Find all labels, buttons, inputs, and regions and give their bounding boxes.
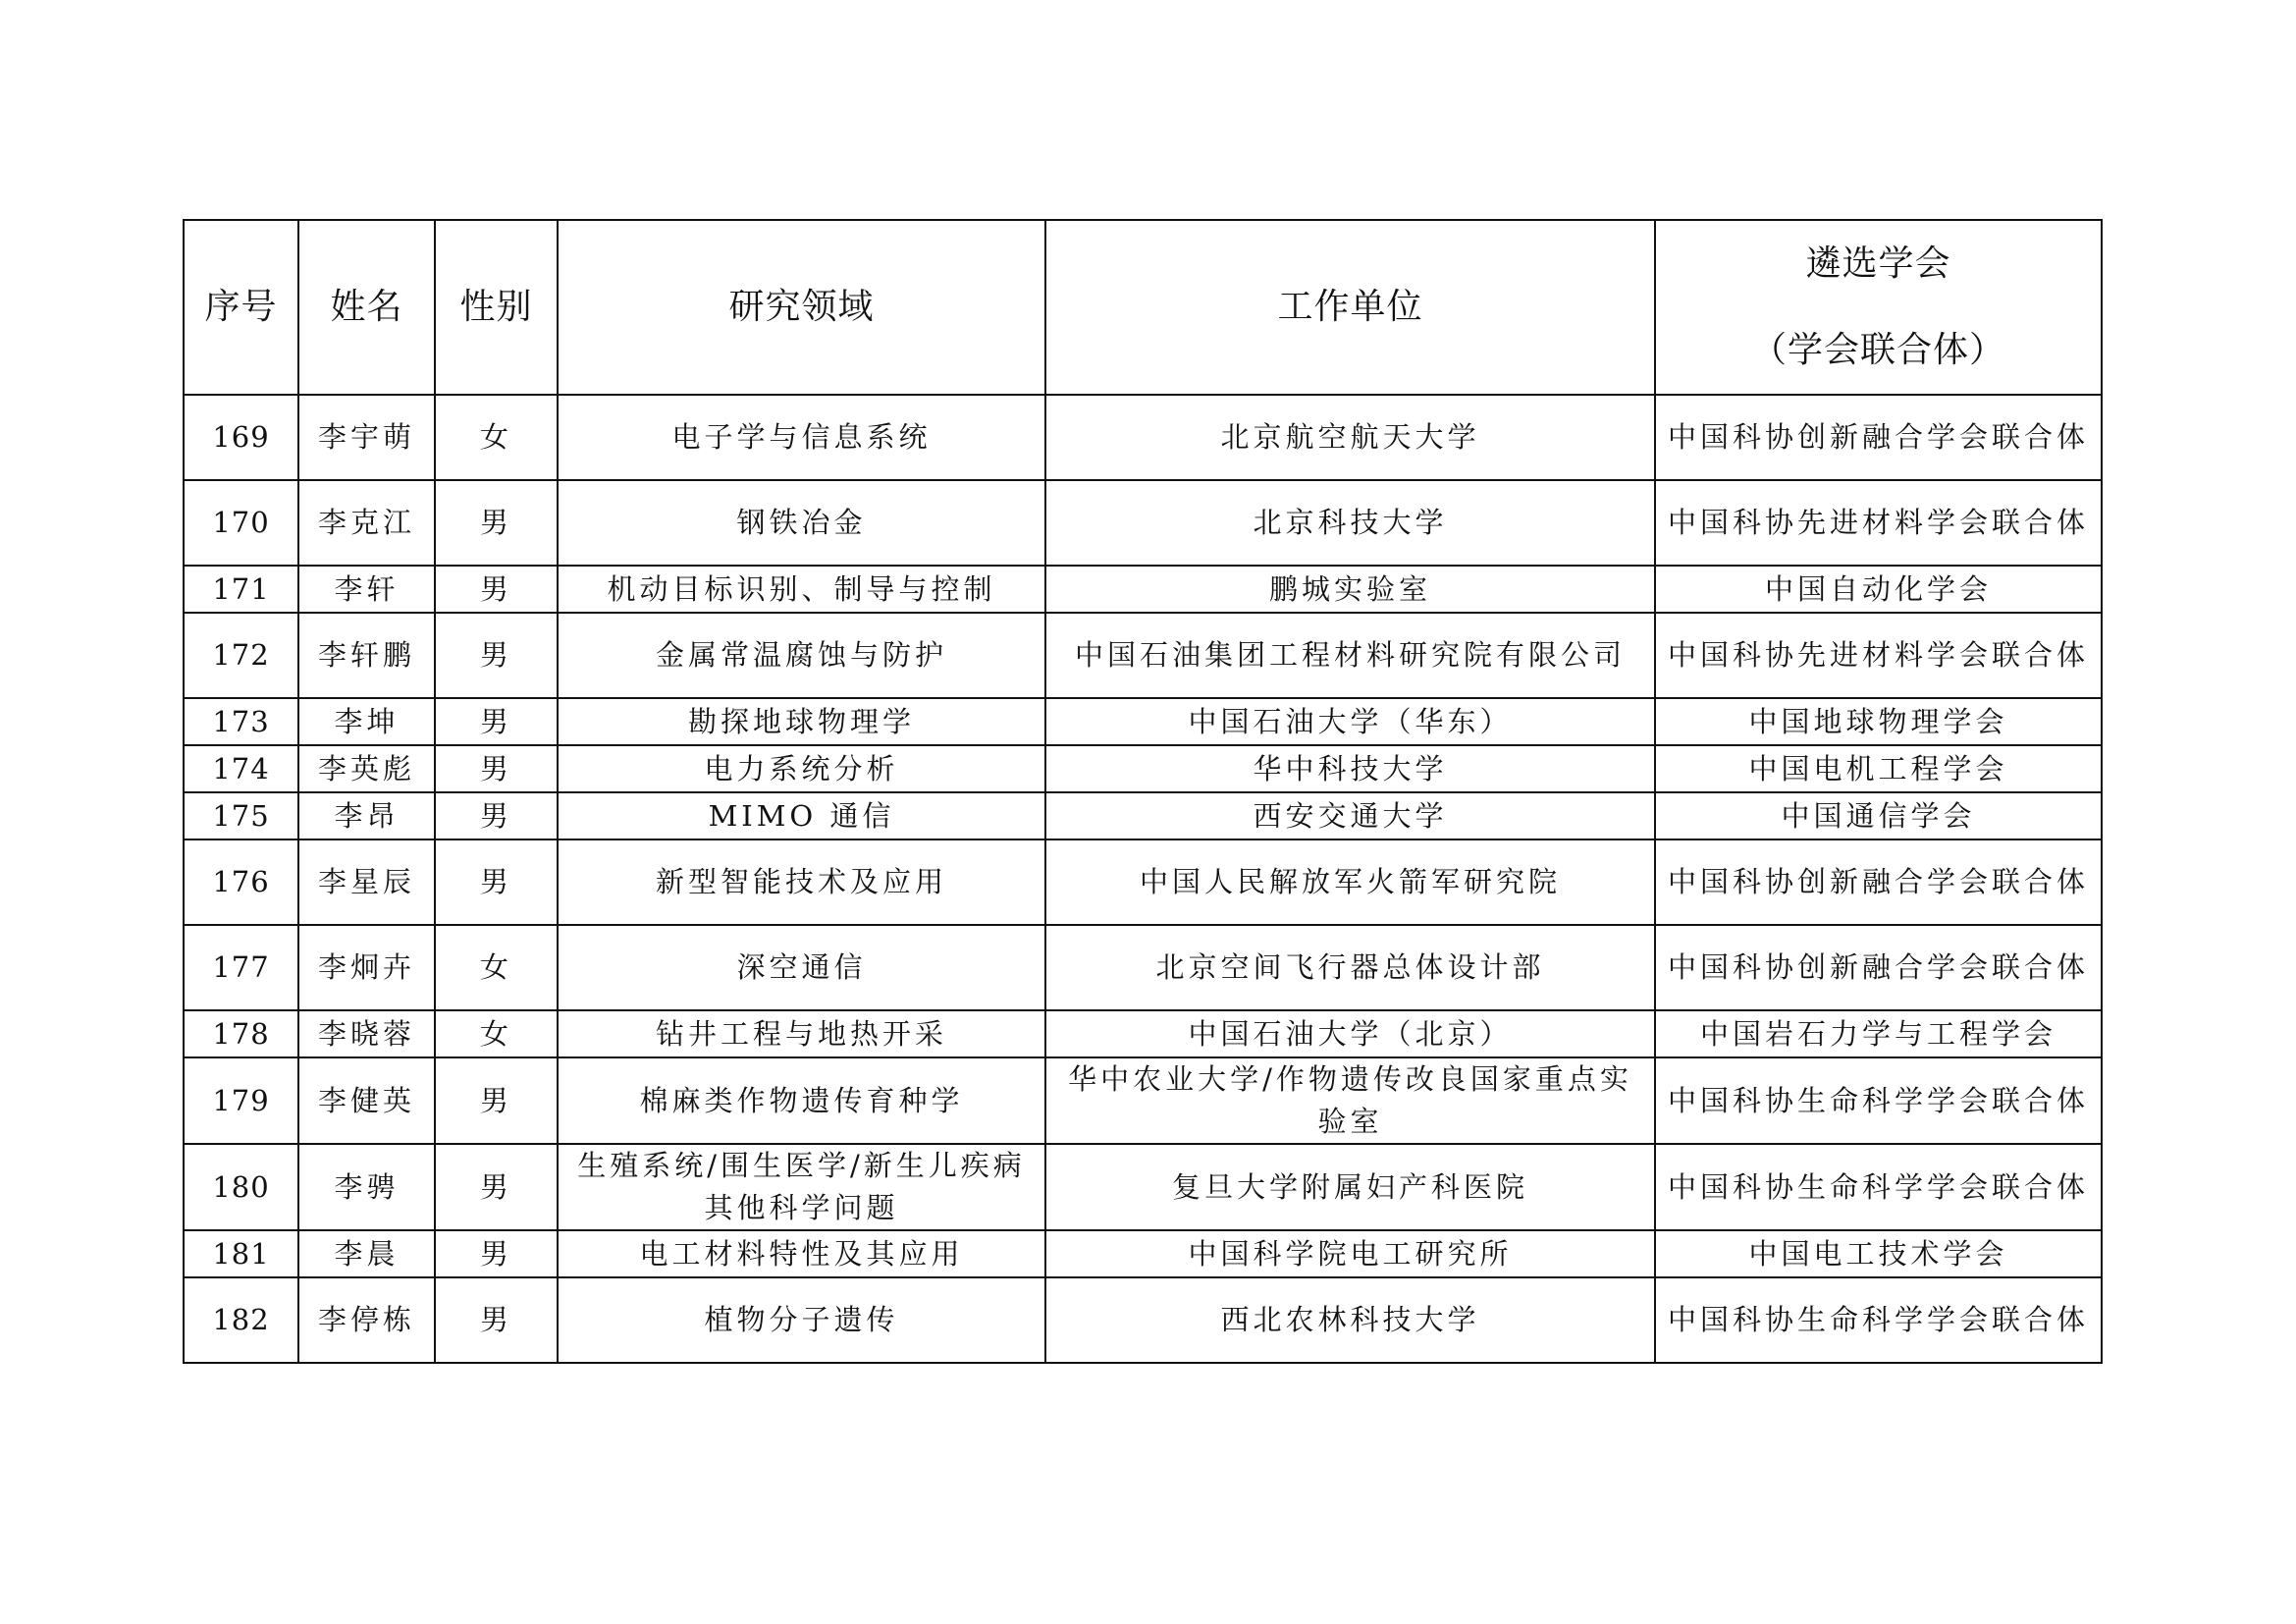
candidate-table-container xyxy=(183,219,2101,1364)
cell-gender: 男 xyxy=(435,1057,558,1144)
cell-gender: 女 xyxy=(435,1010,558,1057)
cell-gender: 男 xyxy=(435,839,558,925)
cell-unit: 西北农林科技大学 xyxy=(1045,1277,1655,1363)
table-row xyxy=(184,566,2102,613)
cell-seq: 180 xyxy=(184,1144,298,1230)
cell-unit: 中国科学院电工研究所 xyxy=(1045,1230,1655,1277)
cell-unit: 中国石油大学（华东） xyxy=(1045,698,1655,745)
header-field: 研究领域 xyxy=(558,220,1045,395)
header-gender: 性别 xyxy=(435,220,558,395)
cell-seq: 182 xyxy=(184,1277,298,1363)
cell-seq: 173 xyxy=(184,698,298,745)
cell-seq: 179 xyxy=(184,1057,298,1144)
candidate-table xyxy=(183,219,2103,1364)
cell-seq: 172 xyxy=(184,613,298,698)
table-row xyxy=(184,1144,2102,1230)
cell-gender: 男 xyxy=(435,566,558,613)
header-seq: 序号 xyxy=(184,220,298,395)
cell-name: 李坤 xyxy=(298,698,435,745)
cell-gender: 女 xyxy=(435,925,558,1010)
cell-unit: 华中农业大学/作物遗传改良国家重点实验室 xyxy=(1045,1057,1655,1144)
cell-seq: 181 xyxy=(184,1230,298,1277)
table-body xyxy=(184,395,2102,1363)
cell-field: 金属常温腐蚀与防护 xyxy=(558,613,1045,698)
cell-gender: 男 xyxy=(435,1277,558,1363)
table-row xyxy=(184,698,2102,745)
table-row xyxy=(184,1230,2102,1277)
cell-seq: 170 xyxy=(184,480,298,566)
cell-name: 李炯卉 xyxy=(298,925,435,1010)
cell-name: 李停栋 xyxy=(298,1277,435,1363)
cell-society: 中国通信学会 xyxy=(1655,792,2102,839)
cell-unit: 鹏城实验室 xyxy=(1045,566,1655,613)
cell-field: 勘探地球物理学 xyxy=(558,698,1045,745)
cell-gender: 女 xyxy=(435,395,558,480)
cell-field: 植物分子遗传 xyxy=(558,1277,1045,1363)
cell-field: 新型智能技术及应用 xyxy=(558,839,1045,925)
cell-unit: 西安交通大学 xyxy=(1045,792,1655,839)
header-unit: 工作单位 xyxy=(1045,220,1655,395)
cell-gender: 男 xyxy=(435,745,558,792)
table-row xyxy=(184,1010,2102,1057)
cell-society: 中国科协创新融合学会联合体 xyxy=(1655,395,2102,480)
cell-seq: 175 xyxy=(184,792,298,839)
cell-unit: 中国石油集团工程材料研究院有限公司 xyxy=(1045,613,1655,698)
cell-unit: 北京科技大学 xyxy=(1045,480,1655,566)
cell-field: 深空通信 xyxy=(558,925,1045,1010)
table-header-row xyxy=(184,220,2102,395)
cell-unit: 华中科技大学 xyxy=(1045,745,1655,792)
cell-society: 中国科协生命科学学会联合体 xyxy=(1655,1057,2102,1144)
cell-society: 中国自动化学会 xyxy=(1655,566,2102,613)
cell-unit: 复旦大学附属妇产科医院 xyxy=(1045,1144,1655,1230)
cell-unit: 中国人民解放军火箭军研究院 xyxy=(1045,839,1655,925)
cell-name: 李克江 xyxy=(298,480,435,566)
cell-seq: 169 xyxy=(184,395,298,480)
header-society xyxy=(1655,220,2102,395)
cell-gender: 男 xyxy=(435,1230,558,1277)
cell-seq: 174 xyxy=(184,745,298,792)
cell-society: 中国电工技术学会 xyxy=(1655,1230,2102,1277)
cell-field: 钻井工程与地热开采 xyxy=(558,1010,1045,1057)
cell-name: 李宇萌 xyxy=(298,395,435,480)
table-row xyxy=(184,792,2102,839)
header-society-line1: 遴选学会 xyxy=(1805,244,1951,284)
cell-gender: 男 xyxy=(435,480,558,566)
cell-field: 电子学与信息系统 xyxy=(558,395,1045,480)
cell-unit: 中国石油大学（北京） xyxy=(1045,1010,1655,1057)
cell-society: 中国地球物理学会 xyxy=(1655,698,2102,745)
cell-name: 李轩鹏 xyxy=(298,613,435,698)
cell-gender: 男 xyxy=(435,792,558,839)
cell-field: 电工材料特性及其应用 xyxy=(558,1230,1045,1277)
cell-field: 机动目标识别、制导与控制 xyxy=(558,566,1045,613)
cell-unit: 北京空间飞行器总体设计部 xyxy=(1045,925,1655,1010)
cell-field: 电力系统分析 xyxy=(558,745,1045,792)
table-row xyxy=(184,480,2102,566)
cell-gender: 男 xyxy=(435,1144,558,1230)
cell-name: 李健英 xyxy=(298,1057,435,1144)
cell-society: 中国科协创新融合学会联合体 xyxy=(1655,925,2102,1010)
cell-name: 李骋 xyxy=(298,1144,435,1230)
cell-seq: 177 xyxy=(184,925,298,1010)
cell-name: 李晨 xyxy=(298,1230,435,1277)
cell-unit: 北京航空航天大学 xyxy=(1045,395,1655,480)
cell-society: 中国电机工程学会 xyxy=(1655,745,2102,792)
cell-seq: 171 xyxy=(184,566,298,613)
table-row xyxy=(184,1057,2102,1144)
cell-field: 钢铁冶金 xyxy=(558,480,1045,566)
cell-gender: 男 xyxy=(435,613,558,698)
table-row xyxy=(184,925,2102,1010)
cell-name: 李轩 xyxy=(298,566,435,613)
cell-seq: 178 xyxy=(184,1010,298,1057)
table-row xyxy=(184,613,2102,698)
table-row xyxy=(184,839,2102,925)
cell-gender: 男 xyxy=(435,698,558,745)
cell-society: 中国科协创新融合学会联合体 xyxy=(1655,839,2102,925)
cell-name: 李昂 xyxy=(298,792,435,839)
cell-society: 中国科协先进材料学会联合体 xyxy=(1655,480,2102,566)
cell-field: MIMO 通信 xyxy=(558,792,1045,839)
cell-name: 李晓蓉 xyxy=(298,1010,435,1057)
cell-field: 棉麻类作物遗传育种学 xyxy=(558,1057,1045,1144)
cell-society: 中国岩石力学与工程学会 xyxy=(1655,1010,2102,1057)
cell-society: 中国科协生命科学学会联合体 xyxy=(1655,1277,2102,1363)
cell-name: 李英彪 xyxy=(298,745,435,792)
cell-field: 生殖系统/围生医学/新生儿疾病其他科学问题 xyxy=(558,1144,1045,1230)
table-row xyxy=(184,395,2102,480)
cell-society: 中国科协先进材料学会联合体 xyxy=(1655,613,2102,698)
cell-society: 中国科协生命科学学会联合体 xyxy=(1655,1144,2102,1230)
table-row xyxy=(184,1277,2102,1363)
cell-seq: 176 xyxy=(184,839,298,925)
header-society-line2: （学会联合体） xyxy=(1750,330,2005,370)
cell-name: 李星辰 xyxy=(298,839,435,925)
header-name: 姓名 xyxy=(298,220,435,395)
table-row xyxy=(184,745,2102,792)
